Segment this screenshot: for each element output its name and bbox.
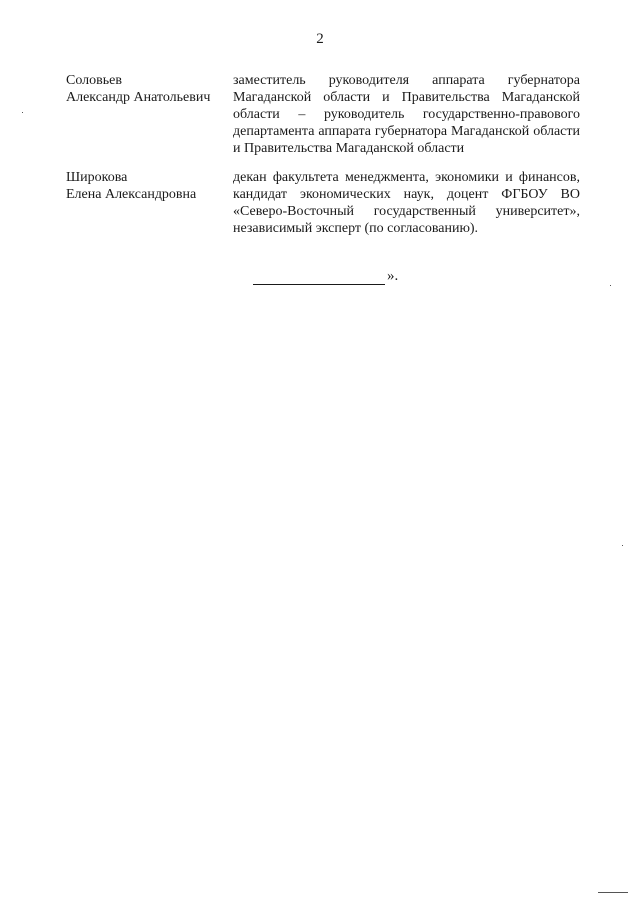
member-name bbox=[66, 169, 226, 203]
member-surname: Широкова bbox=[66, 170, 128, 185]
role-line: «Северо-Восточный государственный университет», bbox=[233, 204, 580, 219]
closing-signature-line bbox=[253, 268, 398, 285]
member-given-names: Елена Александровна bbox=[66, 187, 197, 202]
blank-underline bbox=[253, 270, 385, 285]
member-surname: Соловьев bbox=[66, 73, 122, 88]
closing-quote-mark: ». bbox=[387, 268, 399, 284]
scan-speck bbox=[598, 892, 628, 893]
member-name bbox=[66, 72, 226, 106]
member-role bbox=[233, 72, 580, 157]
member-role bbox=[233, 169, 580, 237]
role-line: декан факультета менеджмента, экономики и финансов, bbox=[233, 170, 580, 185]
role-line: департамента аппарата губернатора Магаданской области bbox=[233, 124, 580, 139]
role-line: и Правительства Магаданской области bbox=[233, 141, 465, 156]
scan-speck bbox=[610, 285, 611, 286]
scan-speck bbox=[622, 545, 623, 546]
role-line: заместитель руководителя аппарата губернатора bbox=[233, 73, 580, 88]
role-line: кандидат экономических наук, доцент ФГБОУ ВО bbox=[233, 187, 580, 202]
role-line: области – руководитель государственно-правового bbox=[233, 107, 580, 122]
role-line: Магаданской области и Правительства Магаданской bbox=[233, 90, 580, 105]
member-given-names: Александр Анатольевич bbox=[66, 90, 211, 105]
page-number: 2 bbox=[316, 31, 324, 47]
role-line: независимый эксперт (по согласованию). bbox=[233, 221, 479, 236]
scan-speck bbox=[22, 112, 23, 113]
